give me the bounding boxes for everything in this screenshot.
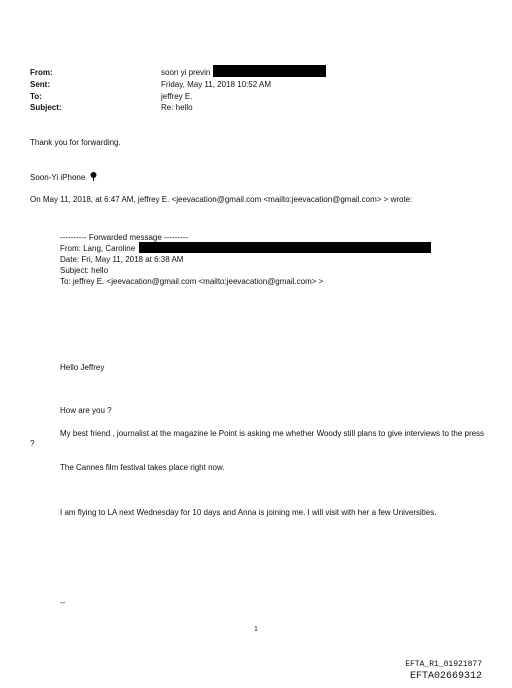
bates-stamp-small: EFTA_R1_01921877 <box>405 660 482 669</box>
to-value: jeffrey E. <box>161 92 193 101</box>
redaction-bar <box>213 65 326 77</box>
to-label: To: <box>30 92 42 101</box>
pin-icon <box>90 172 97 184</box>
forward-banner: ---------- Forwarded message --------- <box>60 233 188 242</box>
quote-intro: On May 11, 2018, at 6:47 AM, jeffrey E. <jeevacation@gmail.com <mailto:jeevacation@gmail.com> > wrote: <box>30 195 413 204</box>
from-value: soon yi previn <box>161 68 211 77</box>
forward-to: To: jeffrey E. <jeevacation@gmail.com <mailto:jeevacation@gmail.com> > <box>60 277 324 286</box>
paragraph-5: -- <box>60 598 66 607</box>
page-number: 1 <box>254 626 258 633</box>
sent-label: Sent: <box>30 80 50 89</box>
forward-subject: Subject: hello <box>60 266 109 275</box>
signature <box>30 172 97 184</box>
redaction-bar <box>139 242 431 253</box>
subject-value: Re: hello <box>161 103 193 112</box>
sent-value: Friday, May 11, 2018 10:52 AM <box>161 80 271 89</box>
paragraph-1: How are you ? <box>60 406 112 415</box>
greeting: Hello Jeffrey <box>60 363 105 372</box>
forward-date: Date: Fri, May 11, 2018 at 6:38 AM <box>60 255 184 264</box>
from-label: From: <box>30 68 53 77</box>
paragraph-4: I am flying to LA next Wednesday for 10 days and Anna is joining me. I will visit with her a few Universities. <box>60 508 437 517</box>
forward-from: From: Lang, Caroline <box>60 244 136 253</box>
paragraph-2: My best friend , journalist at the magazine le Point is asking me whether Woody still plans to give interviews to the press ? <box>30 429 485 448</box>
signature-text: Soon-Yi iPhone <box>30 173 86 182</box>
paragraph-3: The Cannes film festival takes place right now. <box>60 463 225 472</box>
reply-line: Thank you for forwarding. <box>30 138 121 147</box>
subject-label: Subject: <box>30 103 62 112</box>
bates-stamp-large: EFTA02669312 <box>409 671 482 682</box>
